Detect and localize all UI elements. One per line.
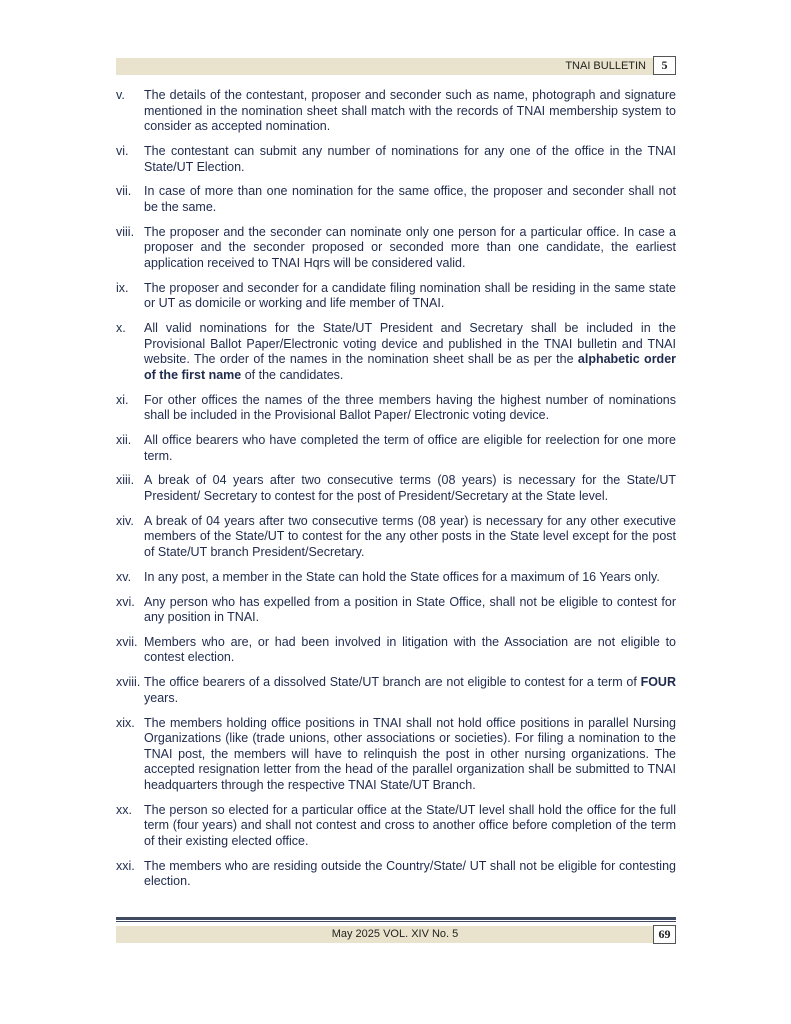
- rules-list: [116, 88, 676, 899]
- list-item: [116, 473, 676, 504]
- item-text: [144, 144, 676, 175]
- item-number: xiii.: [116, 473, 135, 488]
- text-segment: of the candidates.: [241, 367, 344, 382]
- item-number: x.: [116, 321, 126, 336]
- text-segment: All office bearers who have completed the term of office are eligible for reelection for one more term.: [144, 433, 676, 463]
- item-text: [144, 514, 676, 561]
- item-text: [144, 281, 676, 312]
- item-text: [144, 88, 676, 135]
- list-item: [116, 859, 676, 890]
- text-segment: The proposer and the seconder can nominate only one person for a particular office. In case a proposer and the seconder proposed or seconded more than one candidate, the earliest application received to TNAI Hqrs will be considered valid.: [144, 224, 676, 270]
- item-number: vii.: [116, 184, 132, 199]
- text-segment: years.: [144, 690, 179, 705]
- text-segment: The contestant can submit any number of nominations for any one of the office in the TNAI State/UT Election.: [144, 143, 676, 174]
- footer-divider-thick: [116, 917, 676, 920]
- footer-divider-thin: [116, 921, 676, 922]
- item-text: [144, 635, 676, 666]
- item-number: xxi.: [116, 858, 135, 873]
- page-number: 69: [653, 925, 676, 944]
- text-segment: The proposer and seconder for a candidate filing nomination shall be residing in the same state or UT as domicile or working and life member of TNAI.: [144, 280, 676, 311]
- item-number: xvi.: [116, 594, 135, 609]
- list-item: [116, 225, 676, 272]
- text-segment: The person so elected for a particular office at the State/UT level shall hold the office for the full term (four years) and shall not contest and cross to another office before completion of the term of their existing elected office.: [144, 802, 676, 848]
- text-segment: The details of the contestant, proposer and seconder such as name, photograph and signature mentioned in the nomination sheet shall match with the records of TNAI membership system to consider as accepted nomination.: [144, 88, 676, 134]
- list-item: [116, 716, 676, 794]
- item-number: ix.: [116, 280, 129, 295]
- text-segment: A break of 04 years after two consecutive terms (08 year) is necessary for any other executive members of the State/UT to contest for the any other posts in the State level except for the post of State/UT branch President/Secretary.: [144, 513, 676, 559]
- item-text: [144, 716, 676, 794]
- text-segment: The members who are residing outside the Country/State/ UT shall not be eligible for contesting election.: [144, 858, 676, 889]
- text-segment: In case of more than one nomination for the same office, the proposer and seconder shall not be the same.: [144, 184, 676, 214]
- item-number: xiv.: [116, 513, 134, 528]
- item-text: [144, 675, 676, 706]
- issue-info: May 2025 VOL. XIV No. 5: [331, 928, 459, 940]
- text-segment: A break of 04 years after two consecutive terms (08 years) is necessary for the State/UT President/ Secretary to contest for the post of President/Secretary at the State level.: [144, 473, 676, 503]
- item-number: xii.: [116, 433, 132, 447]
- list-item: [116, 514, 676, 561]
- list-item: [116, 321, 676, 383]
- item-text: [144, 803, 676, 850]
- item-text: [144, 393, 676, 424]
- item-text: [144, 473, 676, 504]
- text-segment: The members holding office positions in TNAI shall not hold office positions in parallel Nursing Organizations (like (trade unions, other associations or societies). For filing a nomination to the TNAI post, the members will have to relinquish the post in other nursing organizations. The accepted resignation letter from the head of the parallel organization shall be submitted to TNAI headquarters through the respective TNAI State/UT Branch.: [144, 715, 676, 792]
- list-item: [116, 393, 676, 424]
- section-page-number: 5: [653, 56, 676, 75]
- list-item: [116, 281, 676, 312]
- bulletin-title: TNAI BULLETIN: [565, 60, 646, 72]
- item-number: xx.: [116, 802, 132, 817]
- item-text: [144, 225, 676, 272]
- text-segment: Members who are, or had been involved in litigation with the Association are not eligible to contest election.: [144, 634, 676, 665]
- list-item: [116, 570, 676, 586]
- text-segment: For other offices the names of the three members having the highest number of nominations shall be included in the Provisional Ballot Paper/ Electronic voting device.: [144, 392, 676, 423]
- footer-bar: [116, 926, 674, 943]
- item-number: xviii.: [116, 675, 141, 690]
- header-bar: [116, 58, 674, 75]
- list-item: [116, 144, 676, 175]
- text-segment: Any person who has expelled from a position in State Office, shall not be eligible to contest for any position in TNAI.: [144, 594, 676, 625]
- list-item: [116, 88, 676, 135]
- text-segment: All valid nominations for the State/UT President and Secretary shall be included in the Provisional Ballot Paper/Electronic voting device and published in the TNAI bulletin and TNAI website. The order of the names in the nomination sheet shall be as per the: [144, 321, 676, 367]
- item-number: viii.: [116, 224, 135, 239]
- item-number: xvii.: [116, 634, 138, 649]
- emphasis-text: FOUR: [640, 675, 676, 690]
- text-segment: The office bearers of a dissolved State/UT branch are not eligible to contest for a term of: [144, 675, 641, 690]
- item-number: xv.: [116, 569, 132, 584]
- item-text: [144, 184, 676, 215]
- item-number: vi.: [116, 143, 129, 158]
- list-item: [116, 595, 676, 626]
- item-number: xi.: [116, 392, 129, 407]
- item-text: [144, 321, 676, 383]
- item-text: [144, 859, 676, 890]
- list-item: [116, 803, 676, 850]
- list-item: [116, 433, 676, 464]
- list-item: [116, 675, 676, 706]
- item-number: v.: [116, 88, 125, 102]
- item-text: [144, 570, 676, 586]
- list-item: [116, 635, 676, 666]
- emphasis-text: alphabetic order of the first name: [144, 352, 677, 382]
- item-text: [144, 433, 676, 464]
- item-number: xix.: [116, 715, 135, 730]
- item-text: [144, 595, 676, 626]
- list-item: [116, 184, 676, 215]
- text-segment: In any post, a member in the State can hold the State offices for a maximum of 16 Years only.: [144, 569, 660, 584]
